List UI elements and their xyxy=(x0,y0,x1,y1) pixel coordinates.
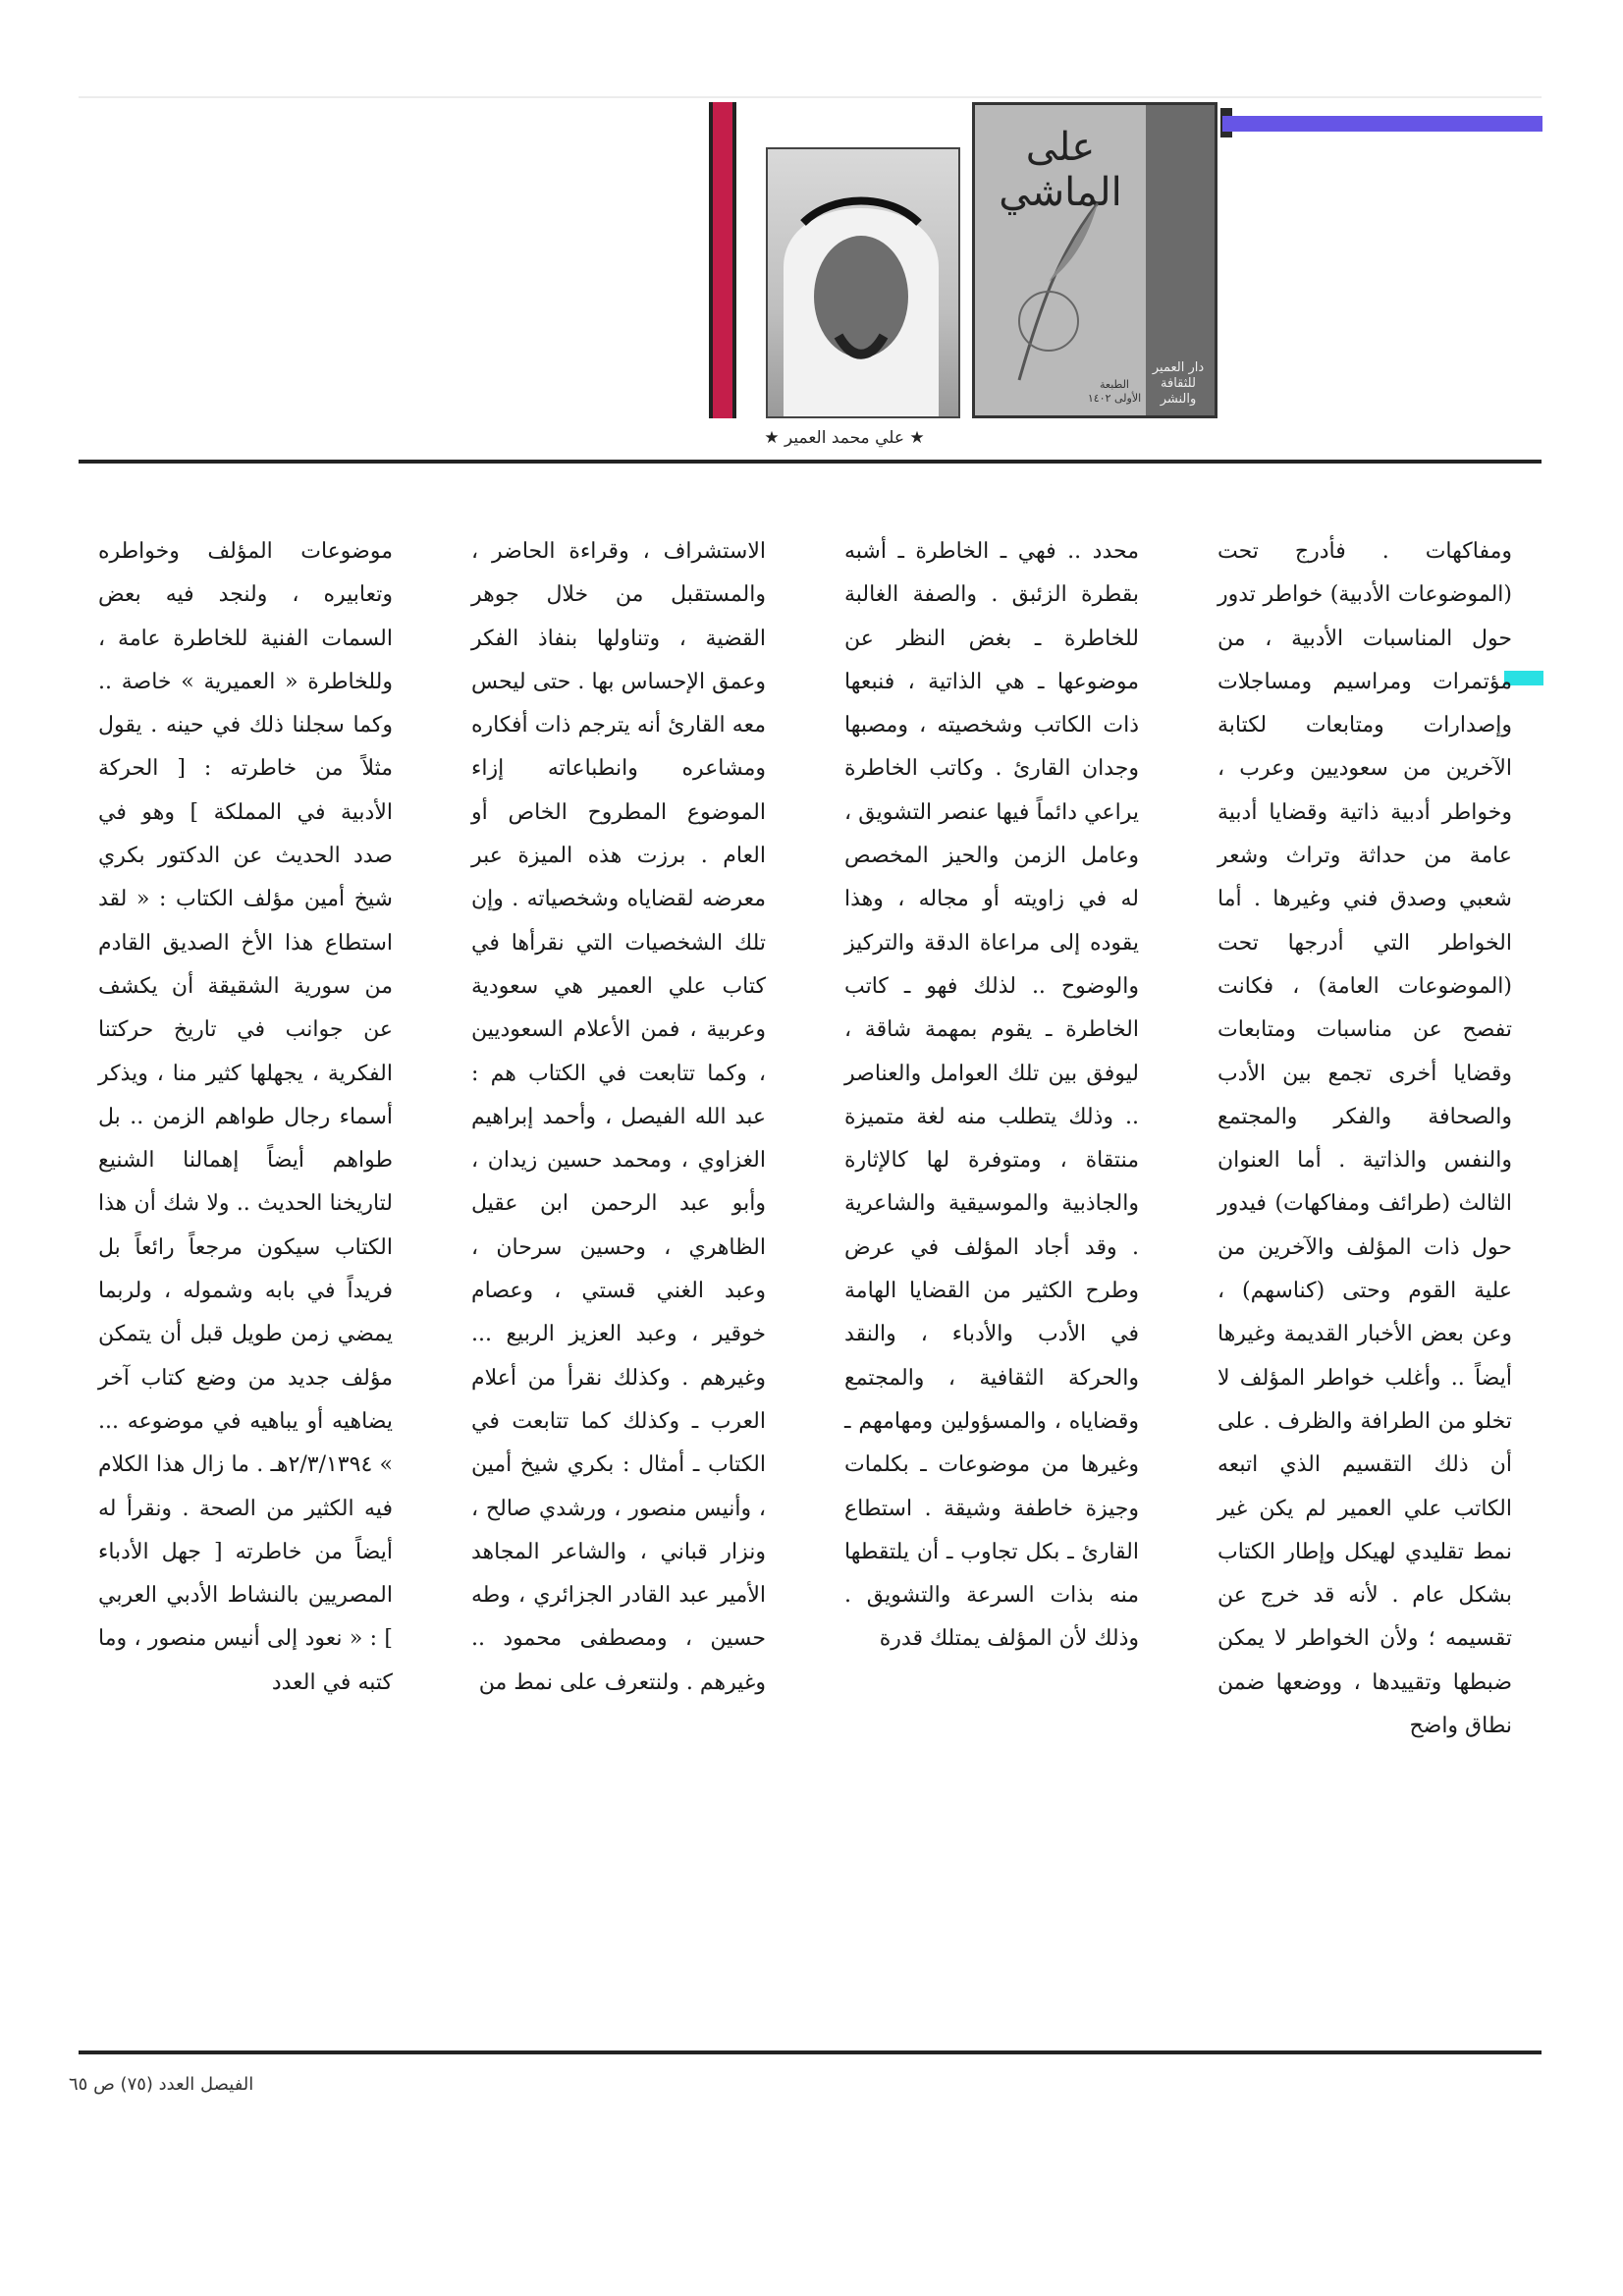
book-cover-image xyxy=(972,102,1217,418)
book-title: على الماشي xyxy=(999,125,1122,215)
book-publisher: دار العمير للثقافة والنشر xyxy=(1152,360,1205,407)
author-portrait xyxy=(766,147,960,418)
accent-bar xyxy=(1222,116,1542,132)
page-footer: الفيصل العدد (٧٥) ص ٦٥ xyxy=(69,2074,254,2095)
footer-rule xyxy=(79,2050,1542,2054)
text-column-1 xyxy=(1217,530,1512,1748)
photo-caption: ★ علي محمد العمير ★ xyxy=(764,428,925,448)
paragraph: ومفاكهات . فأدرج تحت (الموضوعات الأدبية) خواطر تدور حول المناسبات الأدبية ، من مؤتمرات ومراسيم ومساجلات وإصدارات ومتابعات لكتابة الآخرين من سعوديين وعرب ، وخواطر أدبية ذاتية وقضايا أدبية عامة من حداثة وتراث وشعر شعبي وصدق فني وغيرها . أما الخواطر التي أدرجها تحت (الموضوعات العامة) ، فكانت تفصح عن مناسبات ومتابعات وقضايا أخرى تجمع بين الأدب والصحافة والفكر والمجتمع والنفس والذاتية . أما العنوان الثالث (طرائف ومفاكهات) فيدور حول ذات المؤلف والآخرين من علية القوم وحتى (كناسهم) ، وعن بعض الأخبار القديمة وغيرها أيضاً .. وأغلب خواطر المؤلف لا تخلو من الطرافة والظرف . على أن ذلك التقسيم الذي اتبعه الكاتب علي العمير لم يكن غير نمط تقليدي لهيكل وإطار الكتاب بشكل عام . لأنه قد خرج عن تقسيمه ؛ ولأن الخواطر لا يمكن ضبطها وتقييدها ، ووضعها ضمن نطاق واضح xyxy=(1217,539,1512,1739)
top-divider xyxy=(79,96,1542,98)
paragraph: موضوعات المؤلف وخواطره وتعابيره ، ولنجد فيه بعض السمات الفنية للخاطرة عامة ، وللخاطرة « العميرية » خاصة .. وكما سجلنا ذلك في حينه . يقول مثلاً من خاطرته : [ الحركة الأدبية في المملكة ] وهو في صدد الحديث عن الدكتور بكري شيخ أمين مؤلف الكتاب : « لقد استطاع هذا الأخ الصديق القادم من سورية الشقيقة أن يكشف عن جوانب في تاريخ حركتنا الفكرية ، يجهلها كثير منا ، ويذكر أسماء رجال طواهم الزمن .. بل طواهم أيضاً إهمالنا الشنيع لتاريخنا الحديث .. ولا شك أن هذا الكتاب سيكون مرجعاً رائعاً بل فريداً في بابه وشموله ، ولربما يمضي زمن طويل قبل أن يتمكن مؤلف جديد من وضع كتاب آخر يضاهيه أو يباهيه في موضوعه ... » ٢/٣/١٣٩٤هـ . ما زال هذا الكلام فيه الكثير من الصحة . ونقرأ له أيضاً من خاطرته [ جهل الأدباء المصريين بالنشاط الأدبي العربي ] : « نعود إلى أنيس منصور ، وما كتبه في العدد xyxy=(98,539,393,1695)
portrait-figure xyxy=(766,149,958,418)
paragraph: الاستشراف ، وقراءة الحاضر ، والمستقبل من خلال جوهر القضية ، وتناولها بنفاذ الفكر وعمق الإحساس بها . حتى ليحس معه القارئ أنه يترجم ذات أفكاره ومشاعره وانطباعاته إزاء الموضوع المطروح الخاص أو العام . برزت هذه الميزة عبر معرضه لقضاياه وشخصياته . وإن تلك الشخصيات التي نقرأها في كتاب علي العمير هي سعودية وعربية ، فمن الأعلام السعوديين ، وكما تتابعت في الكتاب هم : عبد الله الفيصل ، وأحمد إبراهيم الغزاوي ، ومحمد حسين زيدان ، وأبو عبد الرحمن ابن عقيل الظاهري ، وحسين سرحان ، وعبد الغني قستي ، وعصام خوقير ، وعبد العزيز الربيع ... وغيرهم . وكذلك نقرأ من أعلام العرب ـ وكذلك كما تتابعت في الكتاب ـ أمثال : بكري شيخ أمين ، وأنيس منصور ، ورشدي صالح ، ونزار قباني ، والشاعر المجاهد الأمير عبد القادر الجزائري ، وطه حسين ، ومصطفى محمود .. وغيرهم . ولنتعرف على نمط من xyxy=(471,539,766,1695)
header-rule xyxy=(79,460,1542,464)
text-column-3 xyxy=(471,530,766,1705)
text-column-4 xyxy=(98,530,393,1705)
red-stripe xyxy=(709,102,736,418)
quill-illustration xyxy=(980,193,1147,390)
book-edition: الطبعة الأولى ١٤٠٢ xyxy=(1087,378,1142,405)
paragraph: محدد .. فهي ـ الخاطرة ـ أشبه بقطرة الزئبق . والصفة الغالبة للخاطرة ـ بغض النظر عن موضوعها ـ هي الذاتية ، فنبعها ذات الكاتب وشخصيته ، ومصبها وجدان القارئ . وكاتب الخاطرة يراعي دائماً فيها عنصر التشويق ، وعامل الزمن والحيز المخصص له في زاويته أو مجاله ، وهذا يقوده إلى مراعاة الدقة والتركيز والوضوح .. لذلك فهو ـ كاتب الخاطرة ـ يقوم بمهمة شاقة ، ليوفق بين تلك العوامل والعناصر .. وذلك يتطلب منه لغة متميزة منتقاة ، ومتوفرة لها كالإثارة والجاذبية والموسيقية والشاعرية . وقد أجاد المؤلف في عرض وطرح الكثير من القضايا الهامة في الأدب والأدباء ، والنقد والحركة الثقافية ، والمجتمع وقضاياه ، والمسؤولين ومهامهم ـ وغيرها من موضوعات ـ بكلمات وجيزة خاطفة وشيقة . استطاع القارئ ـ بكل تجاوب ـ أن يلتقطها منه بذات السرعة والتشويق . وذلك لأن المؤلف يمتلك قدرة xyxy=(844,539,1139,1652)
text-column-2 xyxy=(844,530,1139,1662)
